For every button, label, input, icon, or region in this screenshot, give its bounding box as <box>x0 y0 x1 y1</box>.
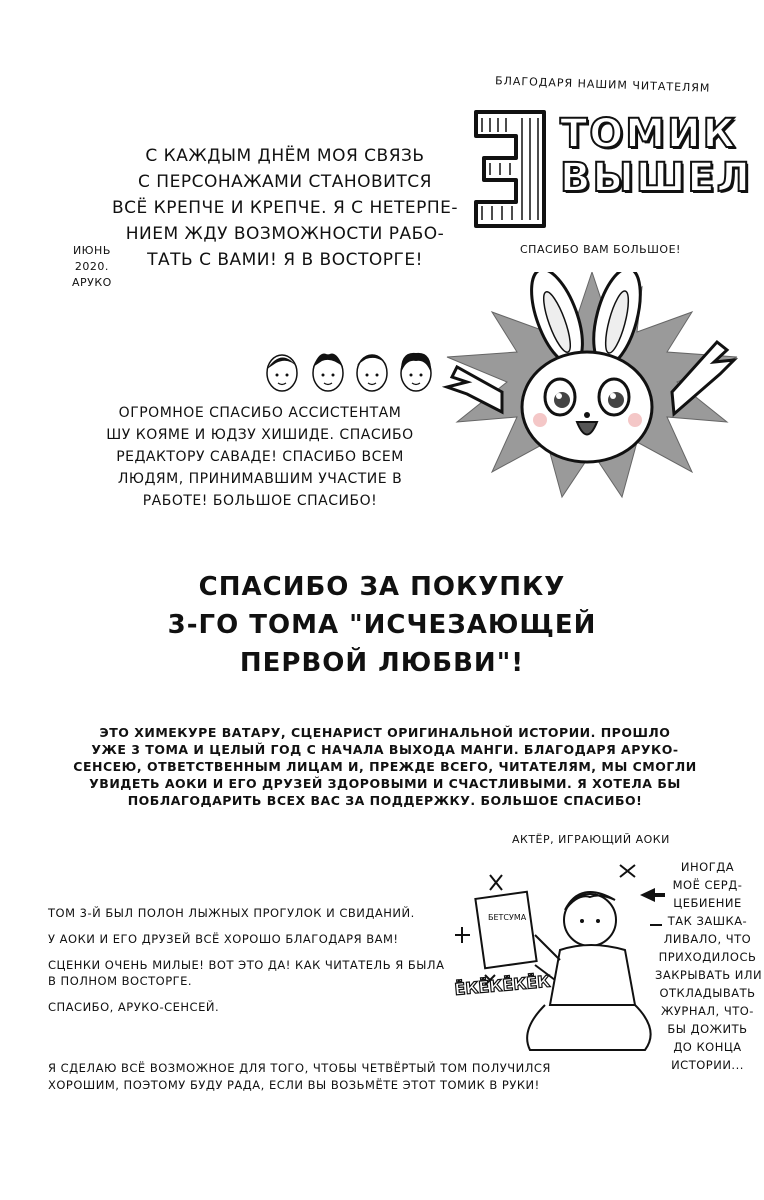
heart-note-line: БЫ ДОЖИТЬ <box>667 1022 748 1036</box>
heart-note-line: ПРИХОДИЛОСЬ <box>658 950 757 964</box>
magazine-label: БЕТСУМА <box>488 913 527 922</box>
note-line: СПАСИБО, АРУКО-СЕНСЕЙ. <box>48 1000 220 1014</box>
purchase-thanks-line: СПАСИБО ЗА ПОКУПКУ <box>198 572 566 602</box>
heart-note-line: ЦЕБИЕНИЕ <box>673 896 742 910</box>
volume-title <box>560 112 752 200</box>
author-message-line: С КАЖДЫМ ДНЁМ МОЯ СВЯЗЬ <box>145 146 425 166</box>
signature-name: АРУКО <box>72 276 112 289</box>
signature-year: 2020. <box>74 260 109 273</box>
author-message-line: НИЕМ ЖДУ ВОЗМОЖНОСТИ РАБО- <box>125 224 445 244</box>
author-message-line: С ПЕРСОНАЖАМИ СТАНОВИТСЯ <box>138 172 432 192</box>
author-message <box>110 143 460 273</box>
writer-line: ПОБЛАГОДАРИТЬ ВСЕХ ВАС ЗА ПОДДЕРЖКУ. БОЛЬШОЕ СПАСИБО! <box>127 793 643 808</box>
writer-line: УВИДЕТЬ АОКИ И ЕГО ДРУЗЕЙ ЗДОРОВЫМИ И СЧАСТЛИВЫМИ. Я ХОТЕЛА БЫ <box>89 776 681 791</box>
reader-notes <box>48 905 448 1025</box>
assistants-line: ЛЮДЯМ, ПРИНИМАВШИМ УЧАСТИЕ В <box>117 471 403 487</box>
actor-caption: АКТЁР, ИГРАЮЩИЙ АОКИ <box>512 833 670 846</box>
heart-note-line: ЖУРНАЛ, ЧТО- <box>661 1004 754 1018</box>
heartbeat-sfx: ЁКЁКЁКЁК <box>453 971 552 999</box>
heart-note-line: ИНОГДА <box>680 860 735 874</box>
heartbeat-note <box>655 858 763 1074</box>
big-three-graphic <box>470 108 550 230</box>
thanks-big-caption: СПАСИБО ВАМ БОЛЬШОЕ! <box>520 243 681 256</box>
thanks-readers-caption: БЛАГОДАРЯ НАШИМ ЧИТАТЕЛЯМ <box>494 74 711 95</box>
heart-note-line: МОЁ СЕРД- <box>672 878 743 892</box>
note-line: ТОМ 3-Й БЫЛ ПОЛОН ЛЫЖНЫХ ПРОГУЛОК И СВИДАНИЙ. <box>48 906 415 920</box>
assistants-line: ШУ КОЯМЕ И ЮДЗУ ХИШИДЕ. СПАСИБО <box>106 427 414 443</box>
bunny-mascot-illustration <box>442 272 742 502</box>
writer-line: УЖЕ 3 ТОМА И ЦЕЛЫЙ ГОД С НАЧАЛА ВЫХОДА МАНГИ. БЛАГОДАРЯ АРУКО- <box>91 742 679 757</box>
author-signature <box>72 243 112 291</box>
volume-title-line-1: ТОМИК <box>560 111 738 157</box>
assistants-line: РАБОТЕ! БОЛЬШОЕ СПАСИБО! <box>142 493 378 509</box>
purchase-thanks-line: ПЕРВОЙ ЛЮБВИ"! <box>239 648 525 678</box>
writer-line: ЭТО ХИМЕКУРЕ ВАТАРУ, СЦЕНАРИСТ ОРИГИНАЛЬНОЙ ИСТОРИИ. ПРОШЛО <box>99 725 671 740</box>
heart-note-line: ТАК ЗАШКА- <box>667 914 748 928</box>
author-message-line: ТАТЬ С ВАМИ! Я В ВОСТОРГЕ! <box>147 250 423 270</box>
writer-message <box>60 724 710 809</box>
closing-line: ХОРОШИМ, ПОЭТОМУ БУДУ РАДА, ЕСЛИ ВЫ ВОЗЬМЁТЕ ЭТОТ ТОМИК В РУКИ! <box>48 1078 540 1092</box>
closing-message <box>48 1060 568 1094</box>
author-message-line: ВСЁ КРЕПЧЕ И КРЕПЧЕ. Я С НЕТЕРПЕ- <box>111 198 459 218</box>
note-line: У АОКИ И ЕГО ДРУЗЕЙ ВСЁ ХОРОШО БЛАГОДАРЯ ВАМ! <box>48 932 399 946</box>
heart-note-line: ЗАКРЫВАТЬ ИЛИ <box>655 968 763 982</box>
purchase-thanks-line: 3-ГО ТОМА "ИСЧЕЗАЮЩЕЙ <box>167 610 597 640</box>
signature-month: ИЮНЬ <box>72 244 111 257</box>
note-line: СЦЕНКИ ОЧЕНЬ МИЛЫЕ! ВОТ ЭТО ДА! КАК ЧИТАТЕЛЬ Я БЫЛА В ПОЛНОМ ВОСТОРГЕ. <box>48 958 445 988</box>
volume-title-line-2: ВЫШЕЛ <box>560 155 752 201</box>
assistants-line: РЕДАКТОРУ САВАДЕ! СПАСИБО ВСЕМ <box>116 449 404 465</box>
assistants-thanks-message <box>95 402 425 512</box>
heart-note-line: ОТКЛАДЫВАТЬ <box>659 986 756 1000</box>
assistant-faces-illustration <box>262 345 442 395</box>
actor-reading-illustration <box>450 855 690 1065</box>
closing-line: Я СДЕЛАЮ ВСЁ ВОЗМОЖНОЕ ДЛЯ ТОГО, ЧТОБЫ ЧЕТВЁРТЫЙ ТОМ ПОЛУЧИЛСЯ <box>48 1061 551 1075</box>
purchase-thanks-heading <box>0 568 764 682</box>
heart-note-line: ИСТОРИИ... <box>671 1058 744 1072</box>
heart-note-line: ЛИВАЛО, ЧТО <box>663 932 752 946</box>
heart-note-line: ДО КОНЦА <box>673 1040 742 1054</box>
assistants-line: ОГРОМНОЕ СПАСИБО АССИСТЕНТАМ <box>118 405 402 421</box>
writer-line: СЕНСЕЮ, ОТВЕТСТВЕННЫМ ЛИЦАМ И, ПРЕЖДЕ ВСЕГО, ЧИТАТЕЛЯМ, МЫ СМОГЛИ <box>73 759 697 774</box>
